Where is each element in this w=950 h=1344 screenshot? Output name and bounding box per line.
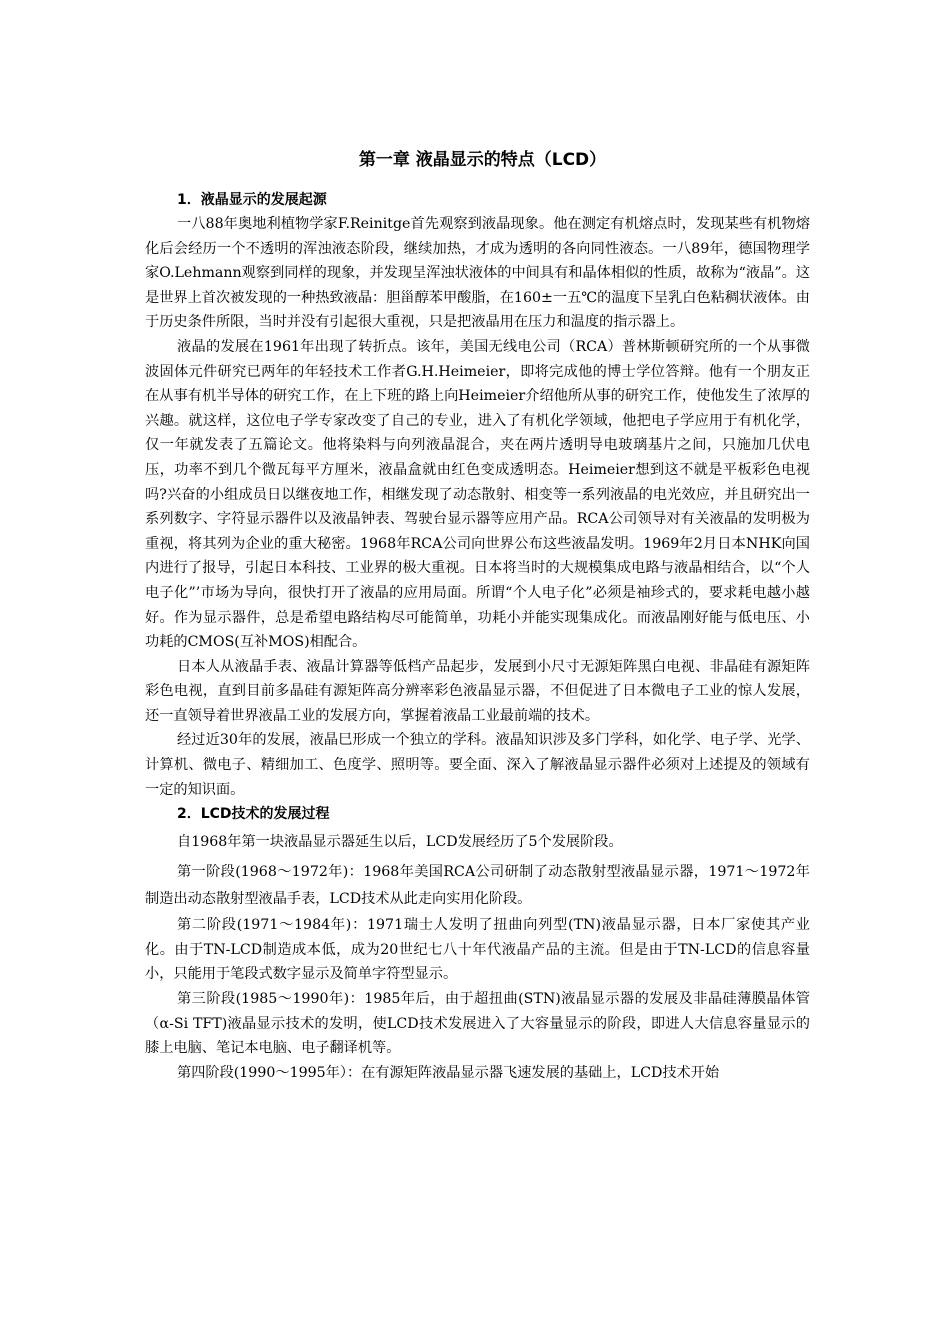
paragraph: 一八88年奥地利植物学家F.Reinitge首先观察到液晶现象。他在测定有机熔点时，发现某些有机物熔化后会经历一个不透明的浑浊液态阶段，继续加热，才成为透明的各向同性液态。一八89年，德国物理学家O.Lehmann观察到同样的现象，并发现呈浑浊状液体的中间具有和晶体相似的性质，故称为“液晶”。这是世界上首次被发现的一种热致液晶：胆甾醇苯甲酸脂，在160±一五℃的温度下呈乳白色粘稠状液体。由于历史条件所限，当时并没有引起很大重视，只是把液晶用在压力和温度的指示器上。 xyxy=(145,216,810,331)
paragraph: 第三阶段(1985～1990年)：1985年后，由于超扭曲(STN)液晶显示器的发展及非晶硅薄膜晶体管（α-Si TFT)液晶显示技术的发明，使LCD技术发展进入了大容量显示的阶段，即进人大信息容量显示的膝上电脑、笔记本电脑、电子翻译机等。 xyxy=(145,991,810,1057)
paragraph: 第一阶段(1968～1972年)：1968年美国RCA公司研制了动态散射型液晶显示器，1971～1972年制造出动态散射型液晶手表，LCD技术从此走向实用化阶段。 xyxy=(145,864,810,908)
chapter-title: 第一章 液晶显示的特点（LCD） xyxy=(358,150,607,170)
paragraph: 自1968年第一块液晶显示器延生以后，LCD发展经历了5个发展阶段。 xyxy=(177,834,623,851)
paragraph: 日本人从液晶手表、液晶计算器等低档产品起步，发展到小尺寸无源矩阵黑白电视、非晶硅有源矩阵彩色电视，直到目前多晶硅有源矩阵高分辨率彩色液晶显示器，不但促进了日本微电子工业的惊人发展，还一直领导着世界液晶工业的发展方向，掌握着液晶工业最前端的技术。 xyxy=(145,658,810,724)
document-page xyxy=(145,148,810,1085)
paragraph: 第四阶段(1990～1995年）：在有源矩阵液晶显示器飞速发展的基础上，LCD技术开始 xyxy=(177,1064,720,1081)
section-heading-development: 2．LCD技术的发展过程 xyxy=(177,806,330,823)
paragraph: 第二阶段(1971～1984年)：1971瑞士人发明了扭曲向列型(TN)液晶显示器，日本厂家使其产业化。由于TN-LCD制造成本低，成为20世纪七八十年代液晶产品的主流。但是由于TN-LCD的信息容量小，只能用于笔段式数字显示及简单字符型显示。 xyxy=(145,917,810,983)
section-heading-origin: 1．液晶显示的发展起源 xyxy=(177,192,327,208)
paragraph: 经过近30年的发展，液晶巳形成一个独立的学科。液晶知识涉及多门学科，如化学、电子学、光学、计算机、微电子、精细加工、色度学、照明等。要全面、深入了解液晶显示器件必须对上述提及的领域有一定的知识面。 xyxy=(145,732,810,798)
paragraph: 液晶的发展在1961年出现了转折点。该年，美国无线电公司（RCA）普林斯顿研究所的一个从事微波固体元件研究已两年的年轻技术工作者G.H.Heimeier，即将完成他的博士学位答辩。他有一个朋友正在从事有机半导体的研究工作，在上下班的路上向Heimeier介绍他所从事的研究工作，使他发生了浓厚的兴趣。就这样，这位电子学专家改变了自己的专业，进入了有机化学领域，他把电子学应用于有机化学，仅一年就发表了五篇论文。他将染料与向列液晶混合，夹在两片透明导电玻璃基片之间，只施加几伏电压，功率不到几个微瓦每平方厘米，液晶盒就由红色变成透明态。Heimeier想到这不就是平板彩色电视吗?兴奋的小组成员日以继夜地工作，相继发现了动态散射、相变等一系列液晶的电光效应，并且研究出一系列数字、字符显示器件以及液晶钟表、驾驶台显示器等应用产品。RCA公司领导对有关液晶的发明极为重视，将其列为企业的重大秘密。1968年RCA公司向世界公布这些液晶发明。1969年2月日本NHK向国内进行了报导，引起日本科技、工业界的极大重视。日本将当时的大规模集成电路与液晶相结合，以“个人电子化”’市场为导向，很快打开了液晶的应用局面。所谓“个人电子化”必须是袖珍式的，要求耗电越小越好。作为显示器件，总是希望电路结构尽可能简单，功耗小并能实现集成化。而液晶刚好能与低电压、小功耗的CMOS(互补MOS)相配合。 xyxy=(145,338,810,651)
